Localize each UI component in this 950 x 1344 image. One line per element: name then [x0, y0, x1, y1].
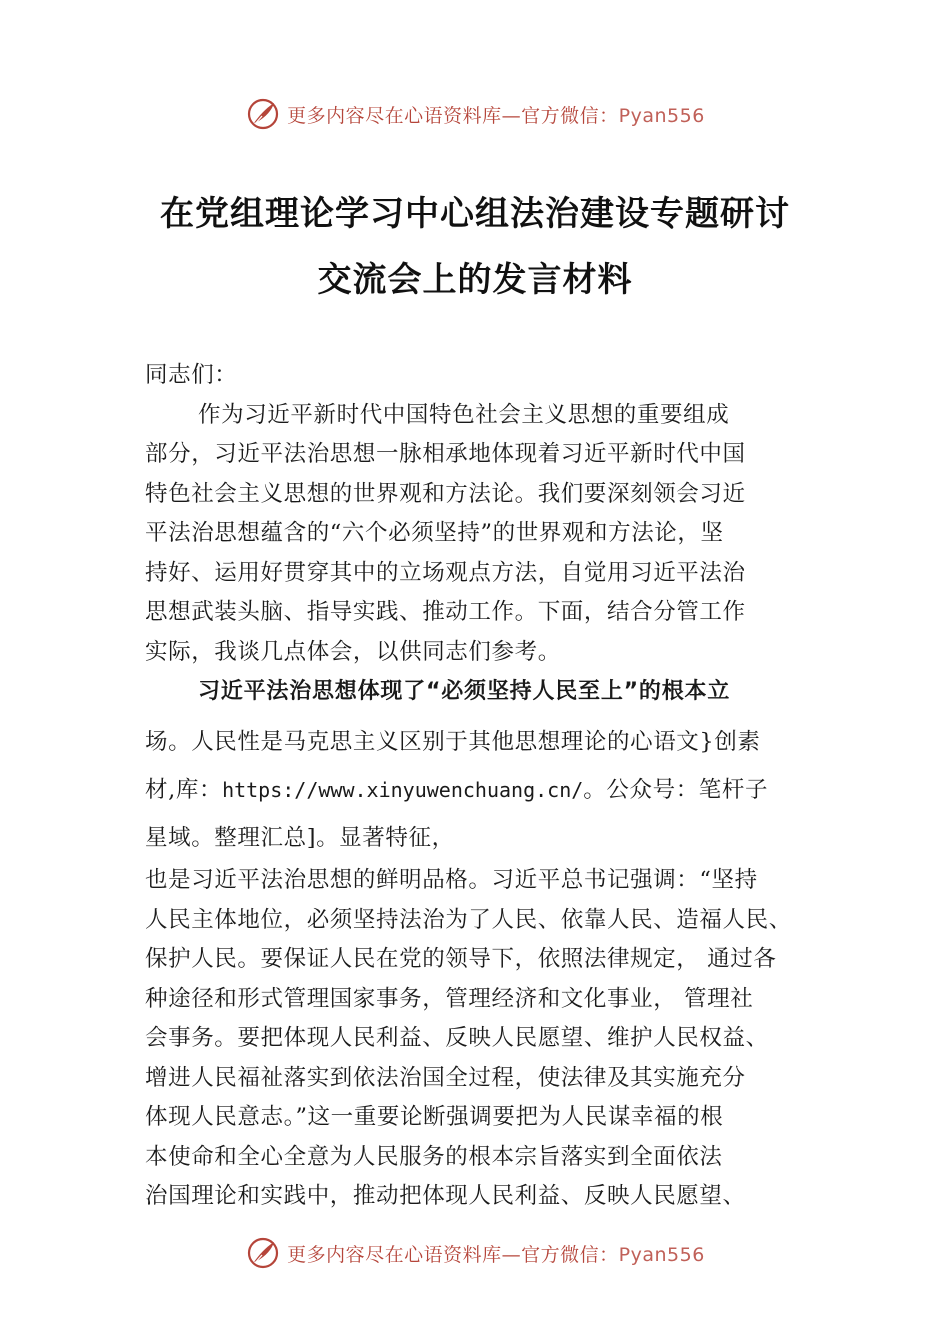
para2-text-2a: 材,库： [145, 777, 223, 803]
para3-line-4: 种途径和形式管理国家事务，管理经济和文化事业， 管理社 [145, 985, 754, 1012]
quill-pen-logo-icon [245, 96, 281, 132]
para2-text-1: 人民性是马克思主义区别于其他思想理论的心语文}创素 [191, 729, 761, 755]
banner-wechat-id: Pyan556 [618, 104, 705, 127]
para3-line-2: 人民主体地位，必须坚持法治为了人民、依靠人民、造福人民、 [145, 906, 792, 933]
para3-line-5: 会事务。要把体现人民利益、反映人民愿望、维护人民权益、 [145, 1025, 769, 1051]
banner-site-name: 更多内容尽在心语资料库—官方微信： [287, 104, 619, 127]
document-title-line-1: 在党组理论学习中心组法治建设专题研讨 [160, 194, 790, 234]
para3-line-8: 本使命和全心全意为人民服务的根本宗旨落实到全面依法 [145, 1143, 723, 1170]
para1-line-5: 持好、运用好贯穿其中的立场观点方法，自觉用习近平法治 [145, 559, 746, 586]
greeting: 同志们： [145, 362, 238, 388]
document-title-line-2: 交流会上的发言材料 [317, 260, 633, 300]
para3-line-6: 增进人民福祉落实到依法治国全过程，使法律及其实施充分 [145, 1064, 746, 1091]
header-banner [0, 94, 950, 134]
body-section-1 [145, 356, 825, 712]
source-url-link[interactable]: https://www.xinyuwenchuang.cn/ [222, 778, 584, 802]
section-heading-1: 习近平法治思想体现了“必须坚持人民至上”的根本立 [198, 679, 731, 704]
banner-site-text [287, 101, 705, 128]
para1-line-2: 部分，习近平法治思想一脉相承地体现着习近平新时代中国 [145, 441, 746, 467]
para2-line-3: 星域。整理汇总]。显著特征， [145, 825, 455, 851]
para2-line-2 [145, 766, 825, 814]
para3-line-3: 保护人民。要保证人民在党的领导下，依照法律规定， 通过各 [145, 946, 777, 972]
para2-text-2b: 。公众号：笔杆子 [583, 777, 769, 803]
body-section-3 [145, 861, 825, 1217]
para1-line-1: 作为习近平新时代中国特色社会主义思想的重要组成 [198, 401, 730, 428]
body-section-2 [145, 718, 825, 862]
quill-pen-logo-icon [245, 1235, 281, 1271]
section-heading-1-tail: 场。 [145, 729, 192, 755]
footer-site-text [287, 1240, 705, 1267]
para1-line-7: 实际，我谈几点体会，以供同志们参考。 [145, 638, 561, 665]
para2-line-1 [145, 718, 825, 766]
para3-line-7: 体现人民意志。”这一重要论断强调要把为人民谋幸福的根 [145, 1104, 724, 1130]
para3-line-9: 治国理论和实践中，推动把体现人民利益、反映人民愿望、 [145, 1183, 746, 1209]
footer-site-name: 更多内容尽在心语资料库—官方微信： [287, 1243, 619, 1266]
para1-line-6: 思想武装头脑、指导实践、推动工作。下面，结合分管工作 [145, 599, 746, 625]
footer-wechat-id: Pyan556 [618, 1243, 705, 1266]
para1-line-3: 特色社会主义思想的世界观和方法论。我们要深刻领会习近 [145, 480, 746, 507]
para3-line-1: 也是习近平法治思想的鲜明品格。习近平总书记强调：“坚持 [145, 867, 758, 893]
para1-line-4: 平法治思想蕴含的“六个必须坚持”的世界观和方法论，坚 [145, 520, 724, 546]
footer-banner [0, 1233, 950, 1273]
